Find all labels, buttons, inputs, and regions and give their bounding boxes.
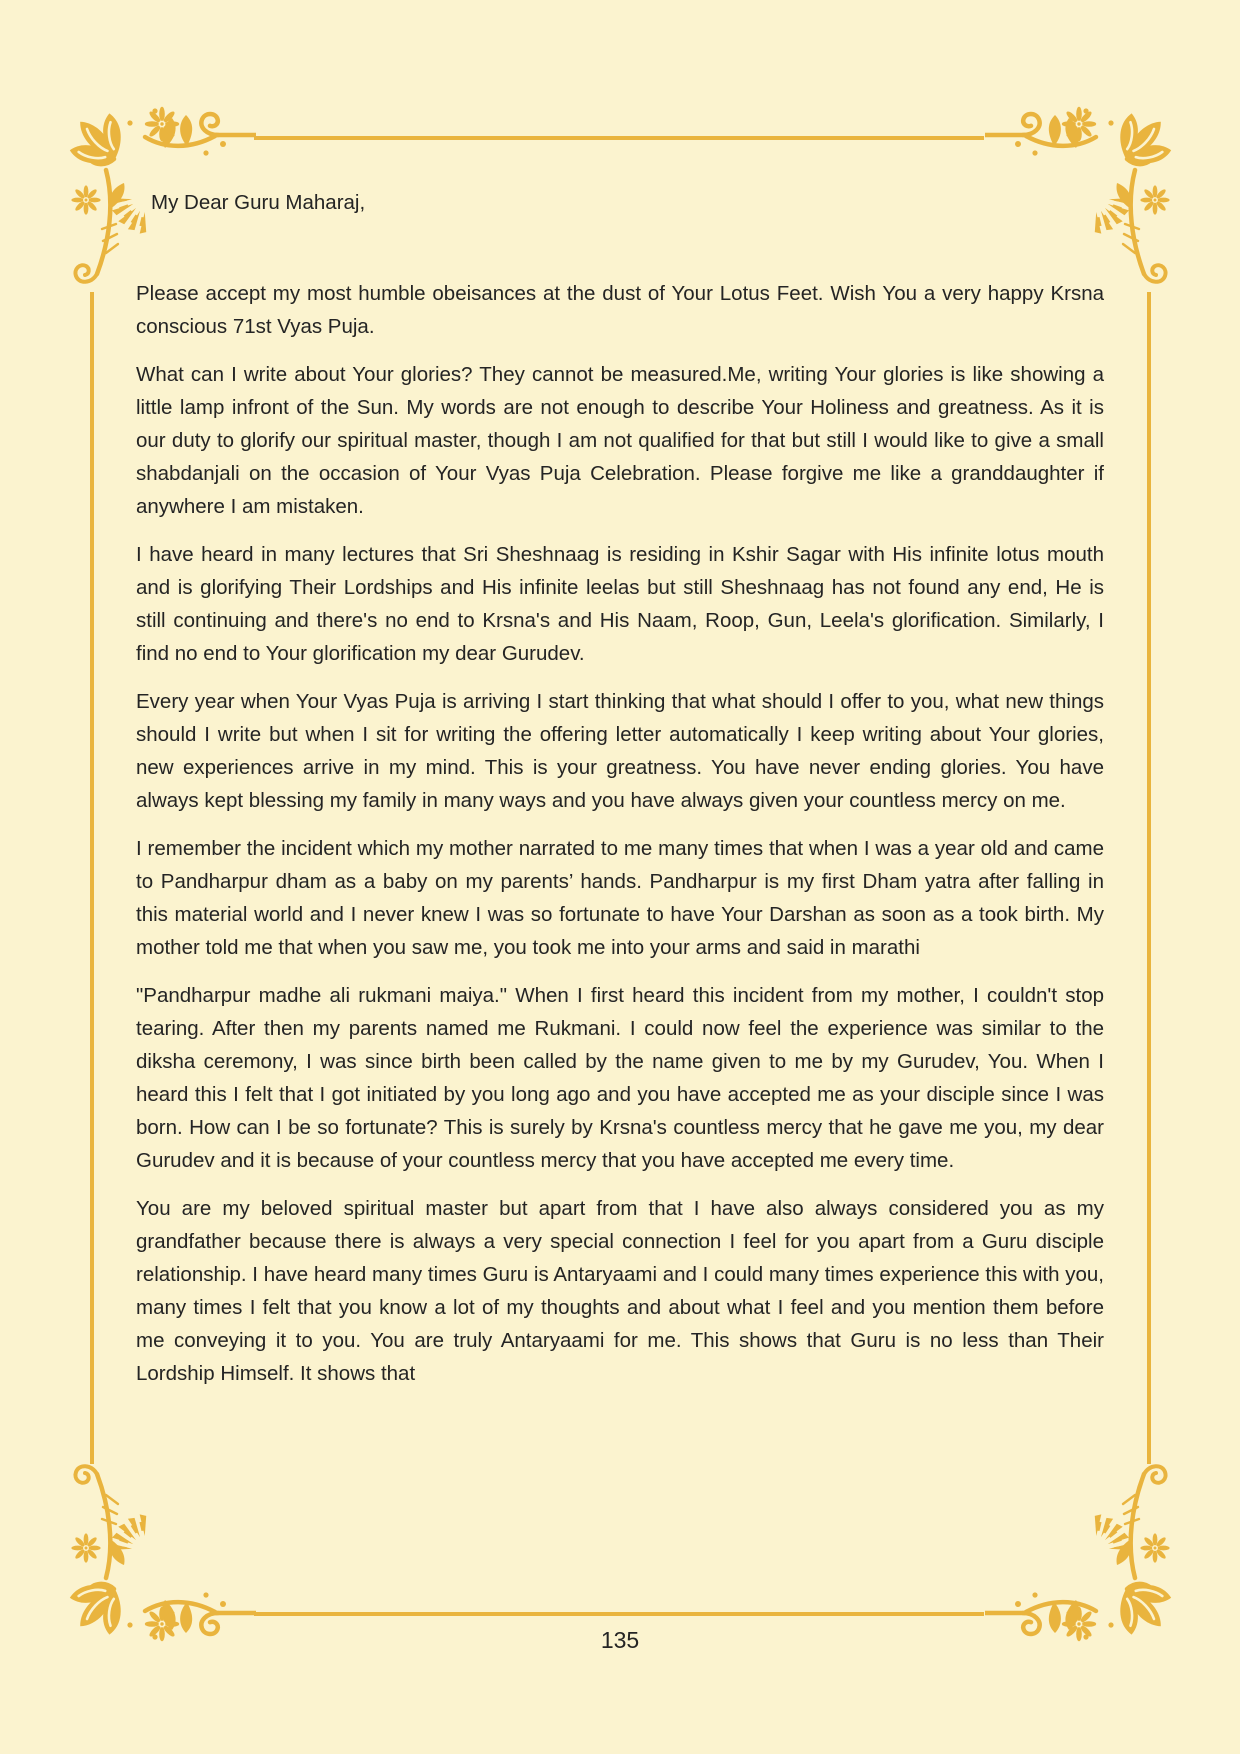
floral-corner-bottom-right-icon [983,1452,1183,1652]
letter-paragraph: "Pandharpur madhe ali rukmani maiya." When I first heard this incident from my mother, I couldn't stop tearing. After then my parents named me Rukmani. I could now feel the experience was similar to the diksha ceremony, I was since birth been called by the name given to me by my Gurudev, You. When I heard this I felt that I got initiated by you long ago and you have accepted me as your disciple since I was born. How can I be so fortunate? This is surely by Krsna's countless mercy that he gave me you, my dear Gurudev and it is because of your countless mercy that you have accepted me every time. [136,984,1104,1172]
letter-paragraph: I have heard in many lectures that Sri Sheshnaag is residing in Kshir Sagar with His infinite lotus mouth and is glorifying Their Lordships and His infinite leelas but still Sheshnaag has not found any end, He is still continuing and there's no end to Krsna's and His Naam, Roop, Gun, Leela's glorification. Similarly, I find no end to Your glorification my dear Gurudev. [136,543,1104,665]
border-line-right [1147,292,1151,1464]
floral-corner-bottom-left-icon [58,1452,258,1652]
border-line-left [90,292,94,1464]
letter-content [136,186,1104,1405]
salutation: My Dear Guru Maharaj, [151,191,366,214]
page-number: 135 [600,1627,640,1653]
letter-paragraph: You are my beloved spiritual master but apart from that I have also always considered you as my grandfather because there is always a very special connection I feel for you apart from a Guru disciple relationship. I have heard many times Guru is Antaryaami and I could many times experience this with you, many times I felt that you know a lot of my thoughts and about what I feel and you mention them before me conveying it to you. You are truly Antaryaami for me. This shows that Guru is no less than Their Lordship Himself. It shows that [136,1197,1104,1385]
letter-paragraph: Please accept my most humble obeisances at the dust of Your Lotus Feet. Wish You a very happy Krsna conscious 71st Vyas Puja. [136,282,1104,338]
letter-paragraph: Every year when Your Vyas Puja is arriving I start thinking that what should I offer to you, what new things should I write but when I sit for writing the offering letter automatically I keep writing about Your glories, new experiences arrive in my mind. This is your greatness. You have never ending glories. You have always kept blessing my family in many ways and you have always given your countless mercy on me. [136,690,1104,812]
letter-paragraph: I remember the incident which my mother narrated to me many times that when I was a year old and came to Pandharpur dham as a baby on my parents’ hands. Pandharpur is my first Dham yatra after falling in this material world and I never knew I was so fortunate to have Your Darshan as soon as a took birth. My mother told me that when you saw me, you took me into your arms and said in marathi [136,837,1104,959]
border-line-top [254,136,984,140]
letter-body [136,277,1104,1390]
border-line-bottom [254,1612,984,1616]
letter-paragraph: What can I write about Your glories? They cannot be measured.Me, writing Your glories is like showing a little lamp infront of the Sun. My words are not enough to describe Your Holiness and greatness. As it is our duty to glorify our spiritual master, though I am not qualified for that but still I would like to give a small shabdanjali on the occasion of Your Vyas Puja Celebration. Please forgive me like a granddaughter if anywhere I am mistaken. [136,363,1104,518]
